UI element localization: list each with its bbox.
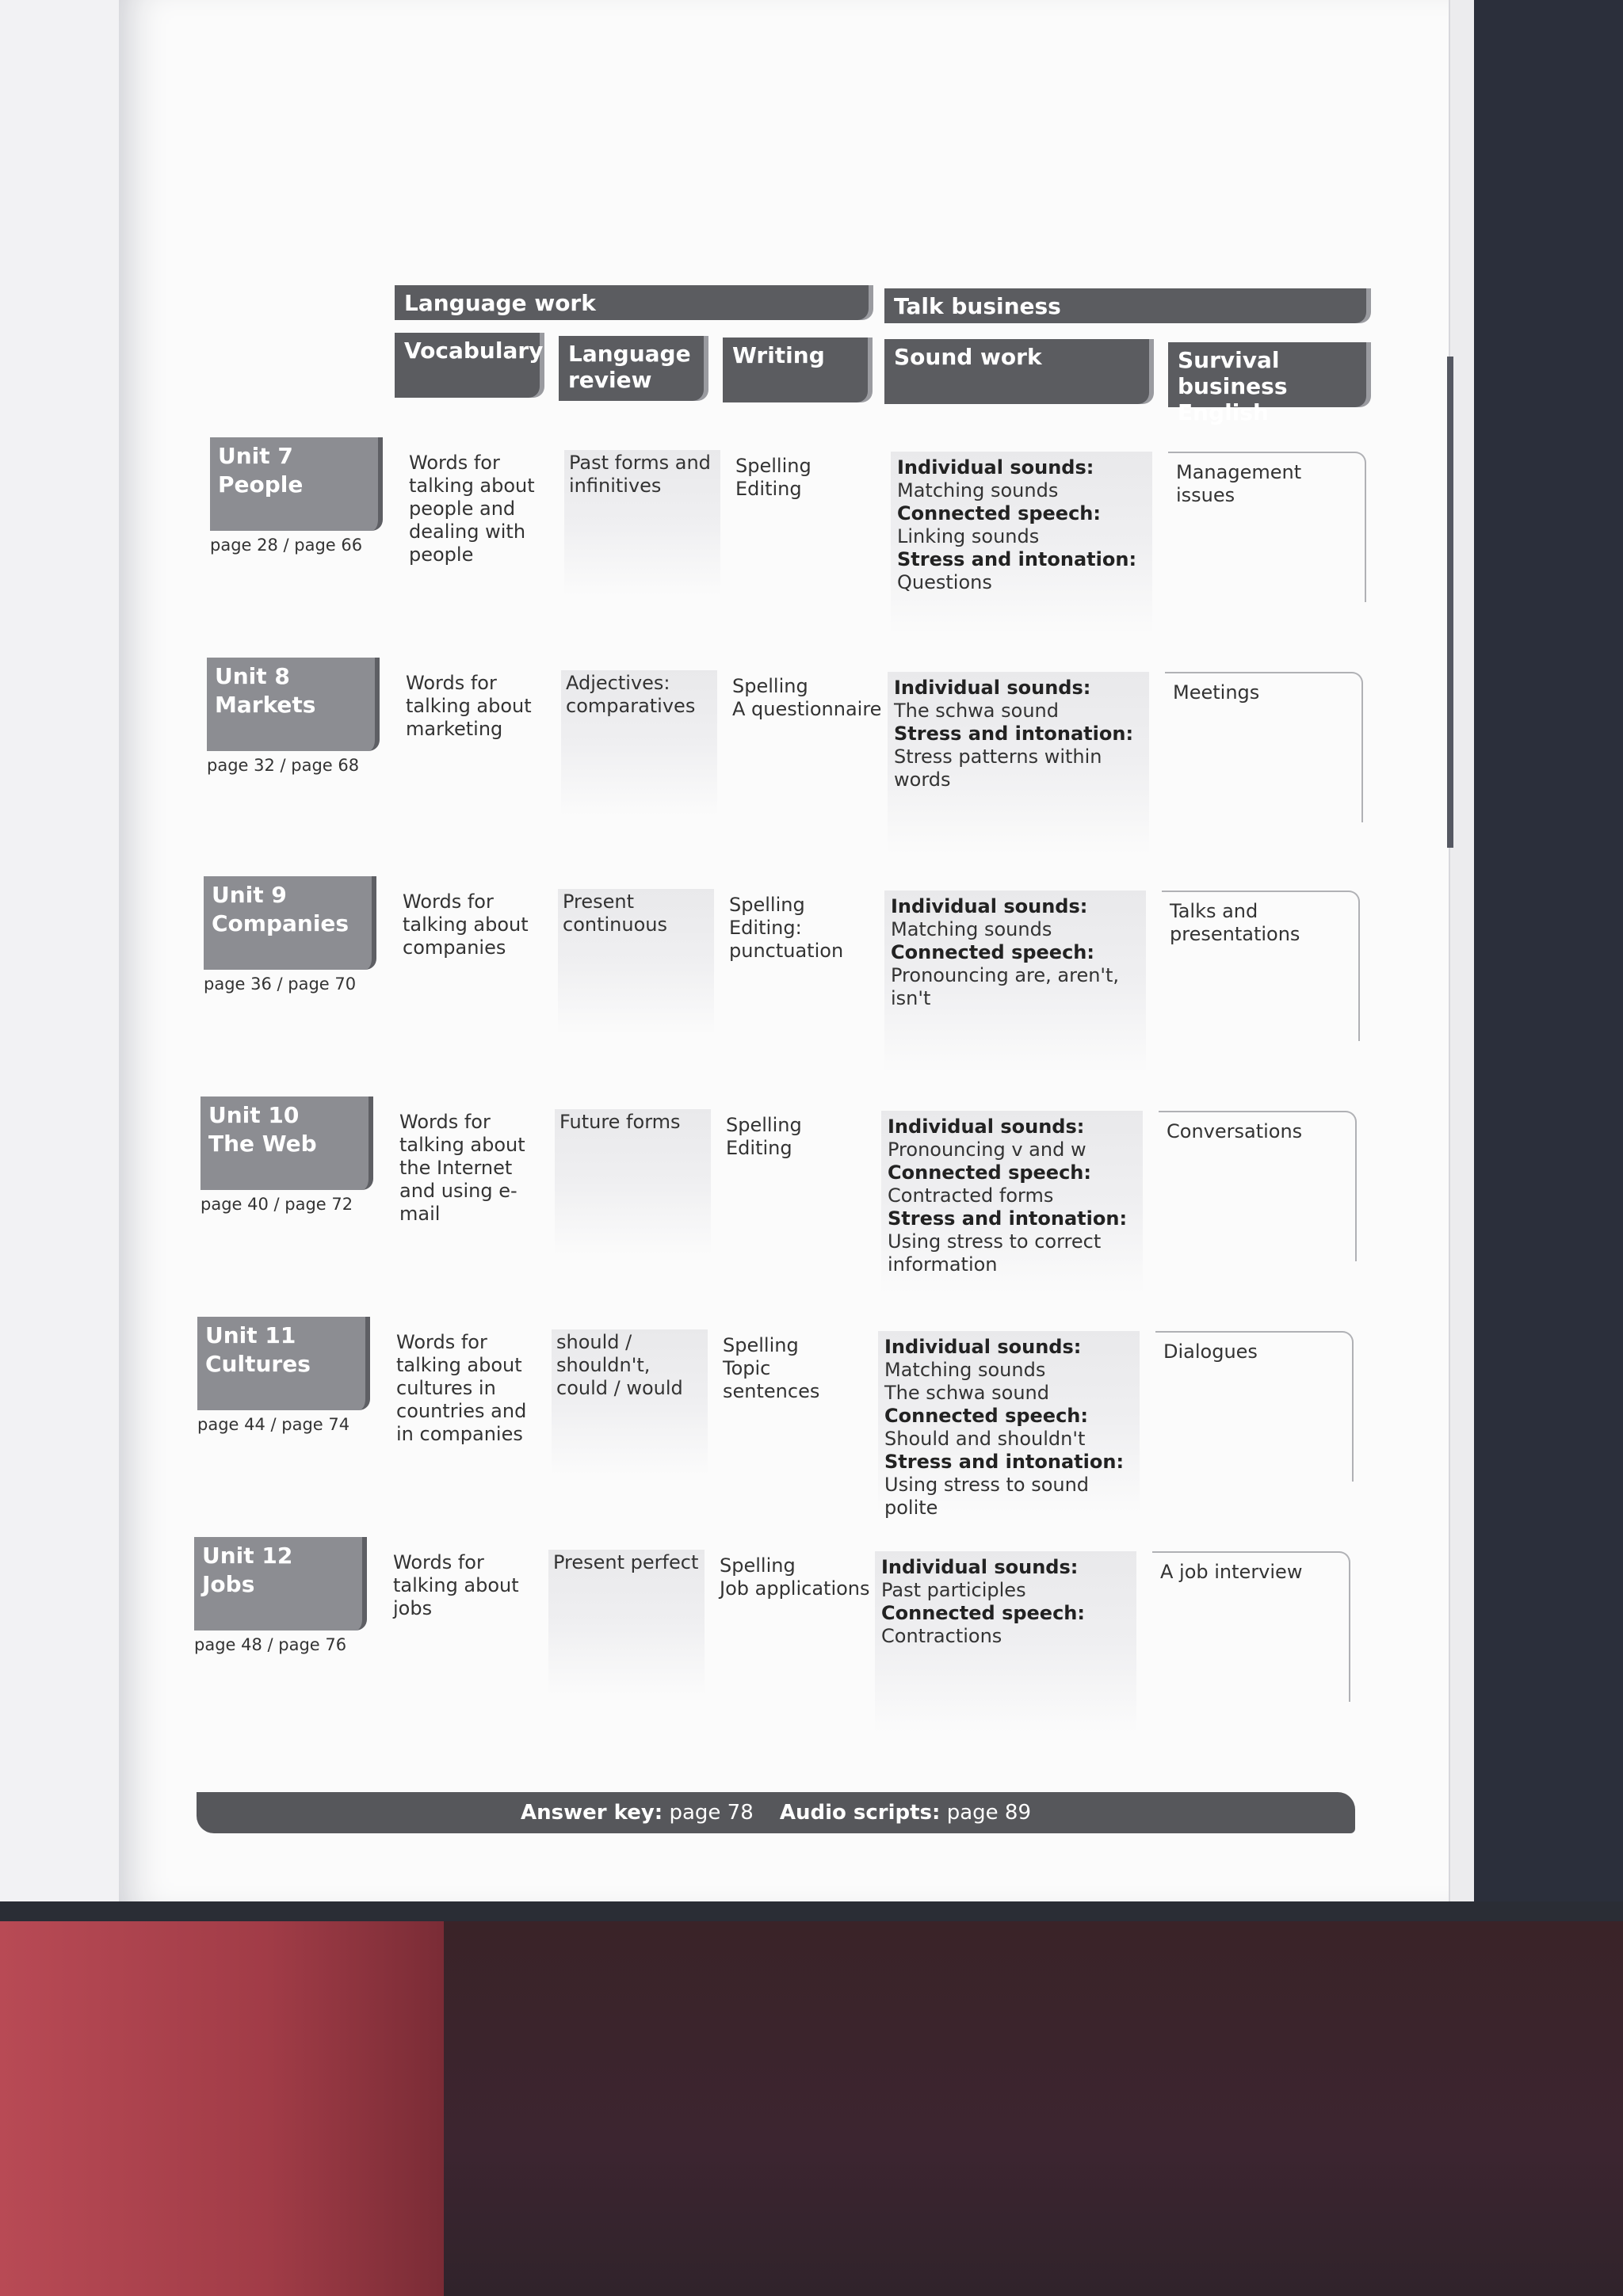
writing-line: Spelling xyxy=(732,675,808,697)
writing-cell xyxy=(726,892,883,964)
unit-number: Unit 7 xyxy=(218,443,293,469)
unit-title: Jobs xyxy=(202,1571,255,1597)
sound-work-cell xyxy=(878,1331,1140,1519)
sound-work-text: Past participles xyxy=(881,1579,1026,1601)
survival-cell: Dialogues xyxy=(1155,1331,1354,1482)
unit-title: Markets xyxy=(215,692,316,718)
writing-cell xyxy=(720,1333,876,1405)
header-writing: Writing xyxy=(723,338,868,402)
sound-work-text: Should and shouldn't xyxy=(884,1428,1086,1450)
sound-work-cell xyxy=(884,891,1146,1073)
sound-work-text: Contractions xyxy=(881,1625,1002,1647)
writing-line: Editing xyxy=(735,478,802,500)
unit-pages: page 28 / page 66 xyxy=(210,536,363,555)
audio-scripts-label: Audio scripts: xyxy=(779,1801,941,1825)
unit-tab xyxy=(197,1317,370,1410)
writing-cell xyxy=(716,1553,873,1602)
sound-work-cell xyxy=(891,452,1152,634)
sound-work-label: Individual sounds: xyxy=(897,456,1094,479)
sound-work-label: Stress and intonation: xyxy=(894,723,1134,745)
sound-work-text: Using stress to correct information xyxy=(888,1230,1102,1276)
vocabulary-cell: Words for talking about cultures in countries and in companies xyxy=(396,1331,527,1445)
page-edge xyxy=(1449,0,1474,1917)
writing-cell xyxy=(723,1112,880,1161)
vocabulary-cell: Words for talking about jobs xyxy=(393,1551,519,1619)
header-talk-business: Talk business xyxy=(884,288,1366,323)
unit-pages: page 48 / page 76 xyxy=(194,1635,347,1654)
sound-work-label: Connected speech: xyxy=(881,1602,1085,1624)
sound-work-text: Pronouncing are, aren't, isn't xyxy=(891,964,1120,1009)
writing-line: Topic sentences xyxy=(723,1357,820,1402)
unit-title: Companies xyxy=(212,910,349,936)
writing-line: Job applications xyxy=(720,1577,870,1600)
header-sound-work: Sound work xyxy=(884,339,1149,404)
survival-cell: Conversations xyxy=(1159,1111,1357,1261)
unit-tab xyxy=(200,1097,373,1190)
unit-pages: page 44 / page 74 xyxy=(197,1415,350,1434)
unit-number: Unit 10 xyxy=(208,1102,300,1128)
writing-line: Spelling xyxy=(729,894,805,916)
sound-work-text: The schwa sound xyxy=(884,1382,1049,1404)
vocabulary-cell: Words for talking about marketing xyxy=(406,672,532,740)
sound-work-text: Questions xyxy=(897,571,992,593)
unit-tab xyxy=(194,1537,367,1630)
writing-line: Spelling xyxy=(735,455,812,477)
survival-cell: A job interview xyxy=(1152,1551,1350,1702)
unit-pages: page 40 / page 72 xyxy=(200,1195,353,1214)
writing-line: Spelling xyxy=(720,1554,796,1577)
writing-line: A questionnaire xyxy=(732,698,882,720)
writing-line: Spelling xyxy=(723,1334,799,1356)
language-review-cell: Future forms xyxy=(555,1109,711,1255)
answer-key-label: Answer key: xyxy=(520,1801,663,1825)
sound-work-text: Matching sounds xyxy=(897,479,1059,502)
sound-work-label: Stress and intonation: xyxy=(888,1207,1128,1230)
writing-line: Editing xyxy=(726,1137,792,1159)
unit-title: People xyxy=(218,471,304,498)
language-review-cell: Past forms and infinitives xyxy=(564,450,720,596)
sound-work-label: Individual sounds: xyxy=(888,1116,1085,1138)
sound-work-label: Connected speech: xyxy=(888,1161,1091,1184)
header-survival-business-english: Survival business English xyxy=(1168,342,1366,407)
language-review-cell: should / shouldn't, could / would xyxy=(552,1329,708,1475)
unit-pages: page 32 / page 68 xyxy=(207,756,360,775)
unit-number: Unit 12 xyxy=(202,1543,293,1569)
language-review-cell: Adjectives: comparatives xyxy=(561,670,717,816)
sound-work-cell xyxy=(881,1111,1143,1293)
page-edge-shadow xyxy=(1447,357,1453,848)
writing-line: Editing: punctuation xyxy=(729,917,844,962)
sound-work-text: Pronouncing v and w xyxy=(888,1138,1086,1161)
dark-cloth xyxy=(444,1921,1623,2296)
header-vocabulary: Vocabulary xyxy=(395,333,540,398)
sound-work-label: Stress and intonation: xyxy=(884,1451,1125,1473)
vocabulary-cell: Words for talking about companies xyxy=(403,891,529,959)
writing-cell xyxy=(732,453,889,502)
unit-tab xyxy=(204,876,376,970)
footer-bar xyxy=(197,1792,1355,1833)
sound-work-text: Stress patterns within words xyxy=(894,746,1102,791)
answer-key-page: page 78 xyxy=(669,1801,754,1825)
writing-line: Spelling xyxy=(726,1114,802,1136)
header-language-work: Language work xyxy=(395,285,869,320)
survival-cell: Talks and presentations xyxy=(1162,891,1360,1041)
sound-work-label: Individual sounds: xyxy=(881,1556,1079,1578)
vocabulary-cell: Words for talking about people and dealing with people xyxy=(409,452,535,566)
unit-pages: page 36 / page 70 xyxy=(204,974,357,994)
unit-tab xyxy=(207,658,380,751)
sound-work-label: Connected speech: xyxy=(884,1405,1088,1427)
sound-work-label: Individual sounds: xyxy=(884,1336,1082,1358)
sound-work-text: Linking sounds xyxy=(897,525,1040,547)
sound-work-text: Using stress to sound polite xyxy=(884,1474,1090,1519)
unit-number: Unit 11 xyxy=(205,1322,296,1348)
vocabulary-cell: Words for talking about the Internet and using e-mail xyxy=(399,1111,525,1225)
sound-work-text: Matching sounds xyxy=(884,1359,1046,1381)
sound-work-label: Connected speech: xyxy=(897,502,1101,524)
sound-work-label: Connected speech: xyxy=(891,941,1094,963)
survival-cell: Meetings xyxy=(1165,672,1363,822)
sound-work-text: The schwa sound xyxy=(894,700,1059,722)
page-left-margin xyxy=(0,0,119,1901)
header-language-review: Language review xyxy=(559,336,704,401)
language-review-cell: Present continuous xyxy=(558,889,714,1035)
unit-tab xyxy=(210,437,383,531)
unit-number: Unit 9 xyxy=(212,882,287,908)
writing-cell xyxy=(729,673,886,723)
unit-number: Unit 8 xyxy=(215,663,290,689)
unit-title: Cultures xyxy=(205,1351,311,1377)
audio-scripts-page: page 89 xyxy=(946,1801,1031,1825)
sound-work-label: Stress and intonation: xyxy=(897,548,1137,570)
sound-work-cell xyxy=(888,672,1149,854)
sound-work-text: Contracted forms xyxy=(888,1184,1054,1207)
sound-work-label: Individual sounds: xyxy=(891,895,1088,917)
survival-cell: Management issues xyxy=(1168,452,1366,602)
sound-work-cell xyxy=(875,1551,1136,1733)
sound-work-text: Matching sounds xyxy=(891,918,1052,940)
sound-work-label: Individual sounds: xyxy=(894,677,1091,699)
unit-title: The Web xyxy=(208,1131,317,1157)
language-review-cell: Present perfect xyxy=(548,1550,705,1695)
red-cloth xyxy=(0,1921,444,2296)
